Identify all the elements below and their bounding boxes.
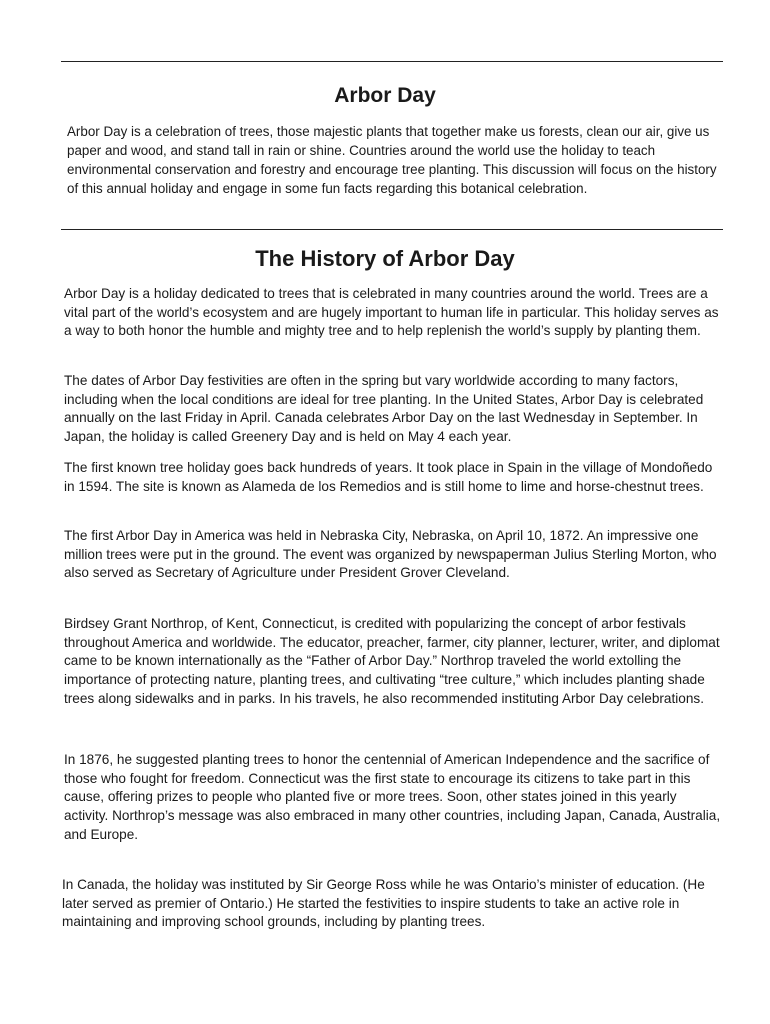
history-paragraph-3: The first known tree holiday goes back hundreds of years. It took place in Spain in the village of Mondoñedo in 1594. The site is known as Alameda de los Remedios and is still home to lime and horse-chestnut trees. bbox=[64, 460, 713, 494]
history-paragraph-6: In 1876, he suggested planting trees to honor the centennial of American Independence and the sacrifice of those who fought for freedom. Connecticut was the first state to encourage its citizens to take part in this cause, offering prizes to people who planted five or more trees. Soon, other states joined in this yearly activity. Northrop’s message was also embraced in many other countries, including Japan, Canada, Australia, and Europe. bbox=[64, 752, 721, 842]
section-divider bbox=[61, 229, 723, 230]
history-paragraph-1: Arbor Day is a holiday dedicated to trees that is celebrated in many countries around the world. Trees are a vital part of the world’s ecosystem and are hugely important to human life in particular. This holiday serves as a way to both honor the humble and mighty tree and to help replenish the world’s supply by planting them. bbox=[64, 286, 719, 339]
section-title-arbor-day: Arbor Day bbox=[334, 84, 436, 107]
intro-paragraph: Arbor Day is a celebration of trees, those majestic plants that together make us forests, clean our air, give us paper and wood, and stand tall in rain or shine. Countries around the world use the holiday to teach environmental conservation and forestry and encourage tree planting. This discussion will focus on the history of this annual holiday and engage in some fun facts regarding this botanical celebration. bbox=[67, 124, 717, 196]
top-divider bbox=[61, 61, 723, 62]
history-paragraph-2: The dates of Arbor Day festivities are often in the spring but vary worldwide according to many factors, including when the local conditions are ideal for tree planting. In the United States, Arbor Day is celebrated annually on the last Friday in April. Canada celebrates Arbor Day on the last Wednesday in September. In Japan, the holiday is called Greenery Day and is held on May 4 each year. bbox=[64, 373, 704, 445]
history-paragraph-4: The first Arbor Day in America was held in Nebraska City, Nebraska, on April 10, 1872. An impressive one million trees were put in the ground. The event was organized by newspaperman Julius Sterling Morton, who also served as Secretary of Agriculture under President Grover Cleveland. bbox=[64, 528, 717, 581]
history-paragraph-7: In Canada, the holiday was instituted by Sir George Ross while he was Ontario’s minister of education. (He later served as premier of Ontario.) He started the festivities to inspire students to take an active role in maintaining and improving school grounds, including by planting trees. bbox=[62, 877, 705, 930]
section-title-history: The History of Arbor Day bbox=[255, 246, 515, 271]
history-paragraph-5: Birdsey Grant Northrop, of Kent, Connecticut, is credited with popularizing the concept of arbor festivals throughout America and worldwide. The educator, preacher, farmer, city planner, lecturer, writer, and diplomat came to be known internationally as the “Father of Arbor Day.” Northrop traveled the world extolling the importance of protecting nature, planting trees, and cultivating “tree culture,” which includes planting shade trees along sidewalks and in parks. In his travels, he also recommended instituting Arbor Day celebrations. bbox=[64, 616, 720, 706]
